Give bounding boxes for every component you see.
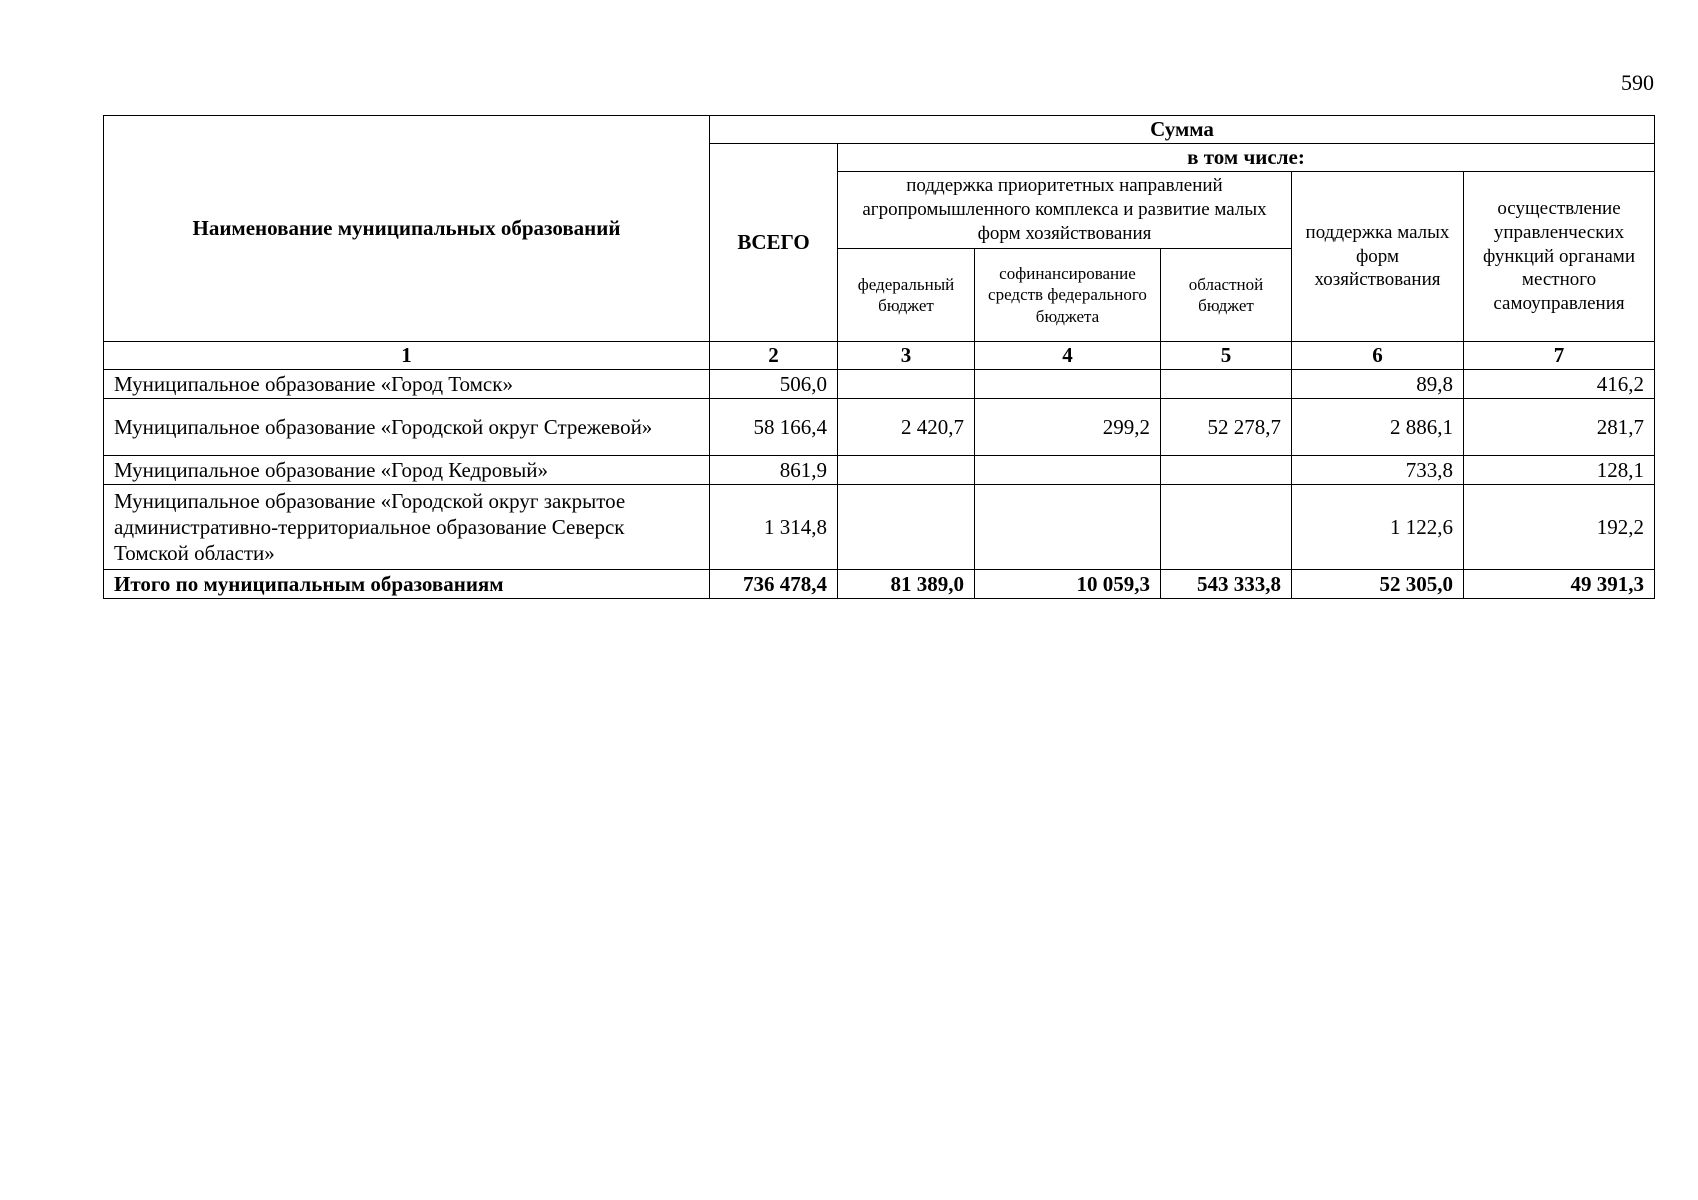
cell-federal <box>838 456 975 485</box>
header-including: в том числе: <box>838 144 1655 172</box>
cell-management: 281,7 <box>1464 399 1655 456</box>
column-number: 3 <box>838 342 975 370</box>
total-row <box>104 570 1655 599</box>
row-name: Муниципальное образование «Город Кедровый» <box>104 456 710 485</box>
column-number: 5 <box>1161 342 1292 370</box>
column-number: 6 <box>1292 342 1464 370</box>
total-cofinancing: 10 059,3 <box>975 570 1161 599</box>
header-total-column: ВСЕГО <box>710 144 838 342</box>
header-regional-budget: областной бюджет <box>1161 249 1292 342</box>
table-row <box>104 456 1655 485</box>
total-small-forms: 52 305,0 <box>1292 570 1464 599</box>
header-management: осуществление управленческих функций органами местного самоуправления <box>1464 172 1655 342</box>
total-label: Итого по муниципальным образованиям <box>104 570 710 599</box>
column-numbers-row <box>104 342 1655 370</box>
table-row <box>104 399 1655 456</box>
header-name-column: Наименование муниципальных образований <box>104 116 710 342</box>
cell-small-forms: 733,8 <box>1292 456 1464 485</box>
cell-management: 128,1 <box>1464 456 1655 485</box>
cell-cofinancing <box>975 456 1161 485</box>
header-priority-group: поддержка приоритетных направлений агропромышленного комплекса и развитие малых форм хозяйствования <box>838 172 1292 249</box>
cell-federal: 2 420,7 <box>838 399 975 456</box>
cell-management: 192,2 <box>1464 485 1655 570</box>
row-name: Муниципальное образование «Город Томск» <box>104 370 710 399</box>
cell-small-forms: 1 122,6 <box>1292 485 1464 570</box>
cell-cofinancing <box>975 370 1161 399</box>
cell-regional <box>1161 485 1292 570</box>
cell-total: 58 166,4 <box>710 399 838 456</box>
cell-management: 416,2 <box>1464 370 1655 399</box>
cell-regional <box>1161 456 1292 485</box>
column-number: 1 <box>104 342 710 370</box>
header-sum: Сумма <box>710 116 1655 144</box>
cell-small-forms: 2 886,1 <box>1292 399 1464 456</box>
column-number: 7 <box>1464 342 1655 370</box>
column-number: 2 <box>710 342 838 370</box>
row-name: Муниципальное образование «Городской округ Стрежевой» <box>104 399 710 456</box>
cell-total: 861,9 <box>710 456 838 485</box>
cell-regional <box>1161 370 1292 399</box>
cell-small-forms: 89,8 <box>1292 370 1464 399</box>
row-name: Муниципальное образование «Городской округ закрытое административно-территориальное образование Северск Томской области» <box>104 485 710 570</box>
cell-regional: 52 278,7 <box>1161 399 1292 456</box>
cell-total: 506,0 <box>710 370 838 399</box>
header-cofinancing: софинансирование средств федерального бюджета <box>975 249 1161 342</box>
cell-cofinancing: 299,2 <box>975 399 1161 456</box>
cell-cofinancing <box>975 485 1161 570</box>
cell-federal <box>838 485 975 570</box>
header-small-forms: поддержка малых форм хозяйствования <box>1292 172 1464 342</box>
total-regional: 543 333,8 <box>1161 570 1292 599</box>
total-federal: 81 389,0 <box>838 570 975 599</box>
total-all: 736 478,4 <box>710 570 838 599</box>
table-row <box>104 485 1655 570</box>
column-number: 4 <box>975 342 1161 370</box>
header-federal-budget: федеральный бюджет <box>838 249 975 342</box>
table-row <box>104 370 1655 399</box>
cell-total: 1 314,8 <box>710 485 838 570</box>
budget-table <box>103 115 1655 599</box>
page-number: 590 <box>1621 70 1654 95</box>
total-management: 49 391,3 <box>1464 570 1655 599</box>
cell-federal <box>838 370 975 399</box>
